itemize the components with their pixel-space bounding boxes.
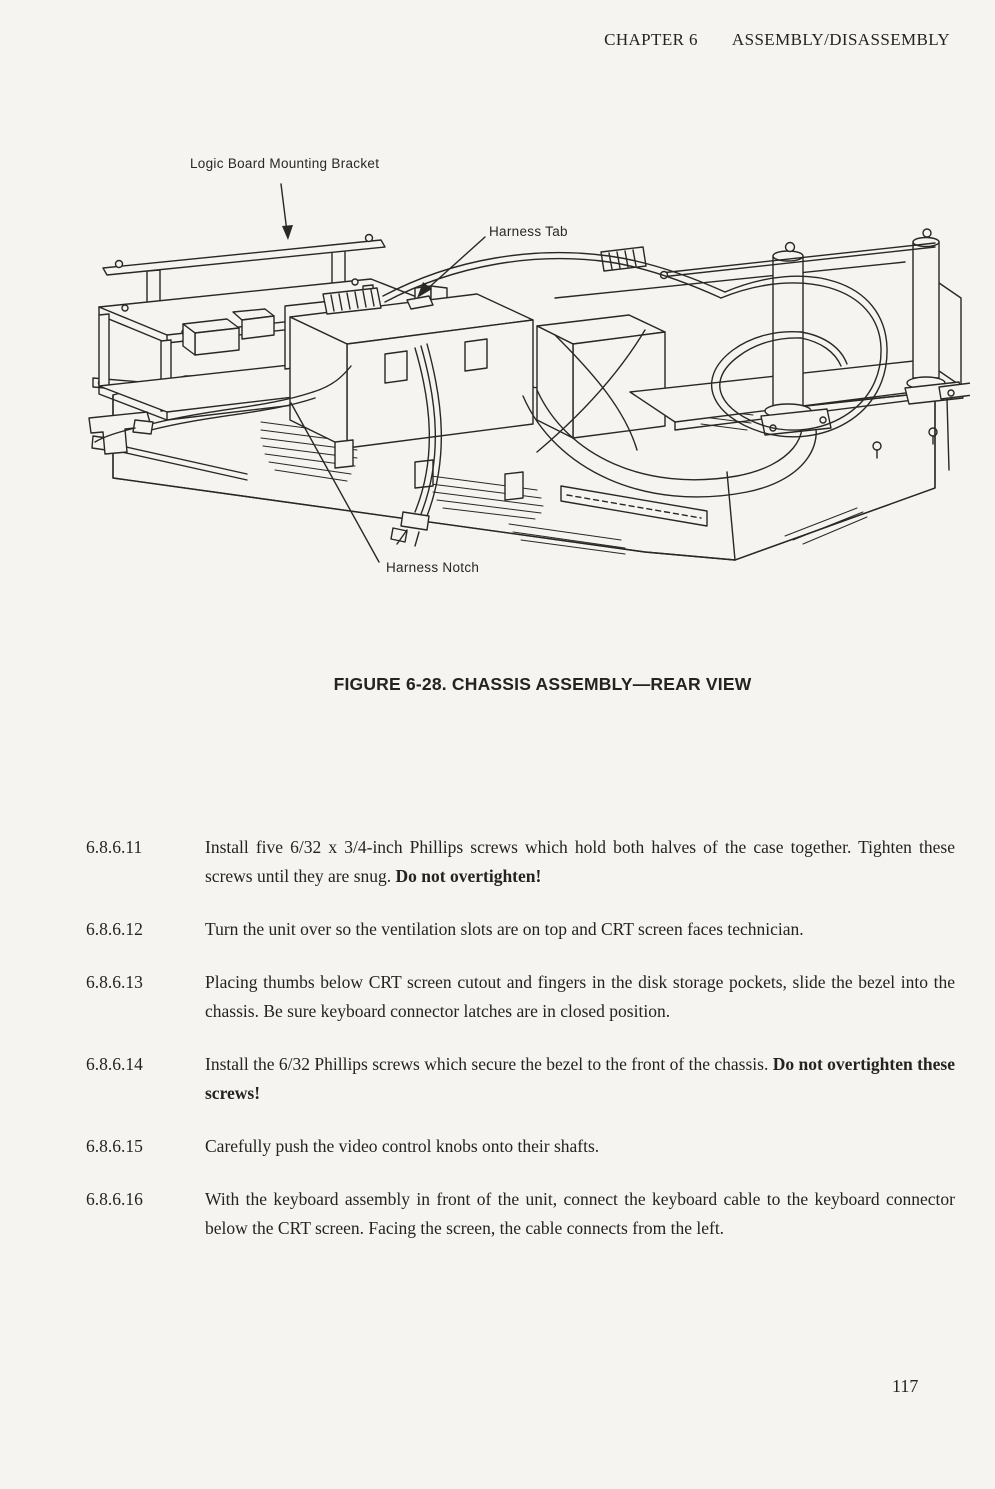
procedure-text: Install the 6/32 Phillips screws which secure the bezel to the front of the chassis. Do not overtighten these screws! [205,1054,955,1103]
procedure-text: Placing thumbs below CRT screen cutout and fingers in the disk storage pockets, slide the bezel into the chassis. Be sure keyboard connector latches are in closed position. [205,972,955,1021]
procedure-item [86,1050,955,1108]
procedure-number: 6.8.6.12 [86,919,143,939]
procedure-number: 6.8.6.16 [86,1189,143,1209]
procedure-number: 6.8.6.11 [86,837,143,857]
rear-box [537,315,665,438]
procedure-number: 6.8.6.15 [86,1136,143,1156]
label-logic-board-mounting-bracket: Logic Board Mounting Bracket [190,156,380,171]
procedure-text: Carefully push the video control knobs onto their shafts. [205,1136,600,1156]
chapter-header-right: ASSEMBLY/DISASSEMBLY [731,30,950,49]
chapter-header-left: CHAPTER 6 [604,30,698,49]
chapter-header [604,30,950,50]
chassis-assembly-drawing [85,140,970,610]
procedure-list [86,833,955,1267]
procedure-text: Turn the unit over so the ventilation slots are on top and CRT screen faces technician. [205,919,804,939]
figure-caption: FIGURE 6-28. CHASSIS ASSEMBLY—REAR VIEW [333,674,752,694]
figure-6-28 [85,140,970,610]
middle-box [290,288,533,448]
procedure-number: 6.8.6.14 [86,1054,143,1074]
procedure-item [86,1132,955,1161]
procedure-item [86,915,955,944]
procedure-number: 6.8.6.13 [86,972,143,992]
label-harness-notch: Harness Notch [386,560,480,575]
page-number: 117 [892,1376,919,1396]
procedure-item [86,833,955,891]
procedure-text: With the keyboard assembly in front of the unit, connect the keyboard cable to the keyboard connector below the CRT screen. Facing the screen, the cable connects from the left. [205,1189,955,1238]
label-harness-tab: Harness Tab [489,224,568,239]
procedure-text: Install five 6/32 x 3/4-inch Phillips screws which hold both halves of the case together. Tighten these screws until they are snug. Do not overtighten! [205,837,955,886]
procedure-item [86,968,955,1026]
procedure-item [86,1185,955,1243]
